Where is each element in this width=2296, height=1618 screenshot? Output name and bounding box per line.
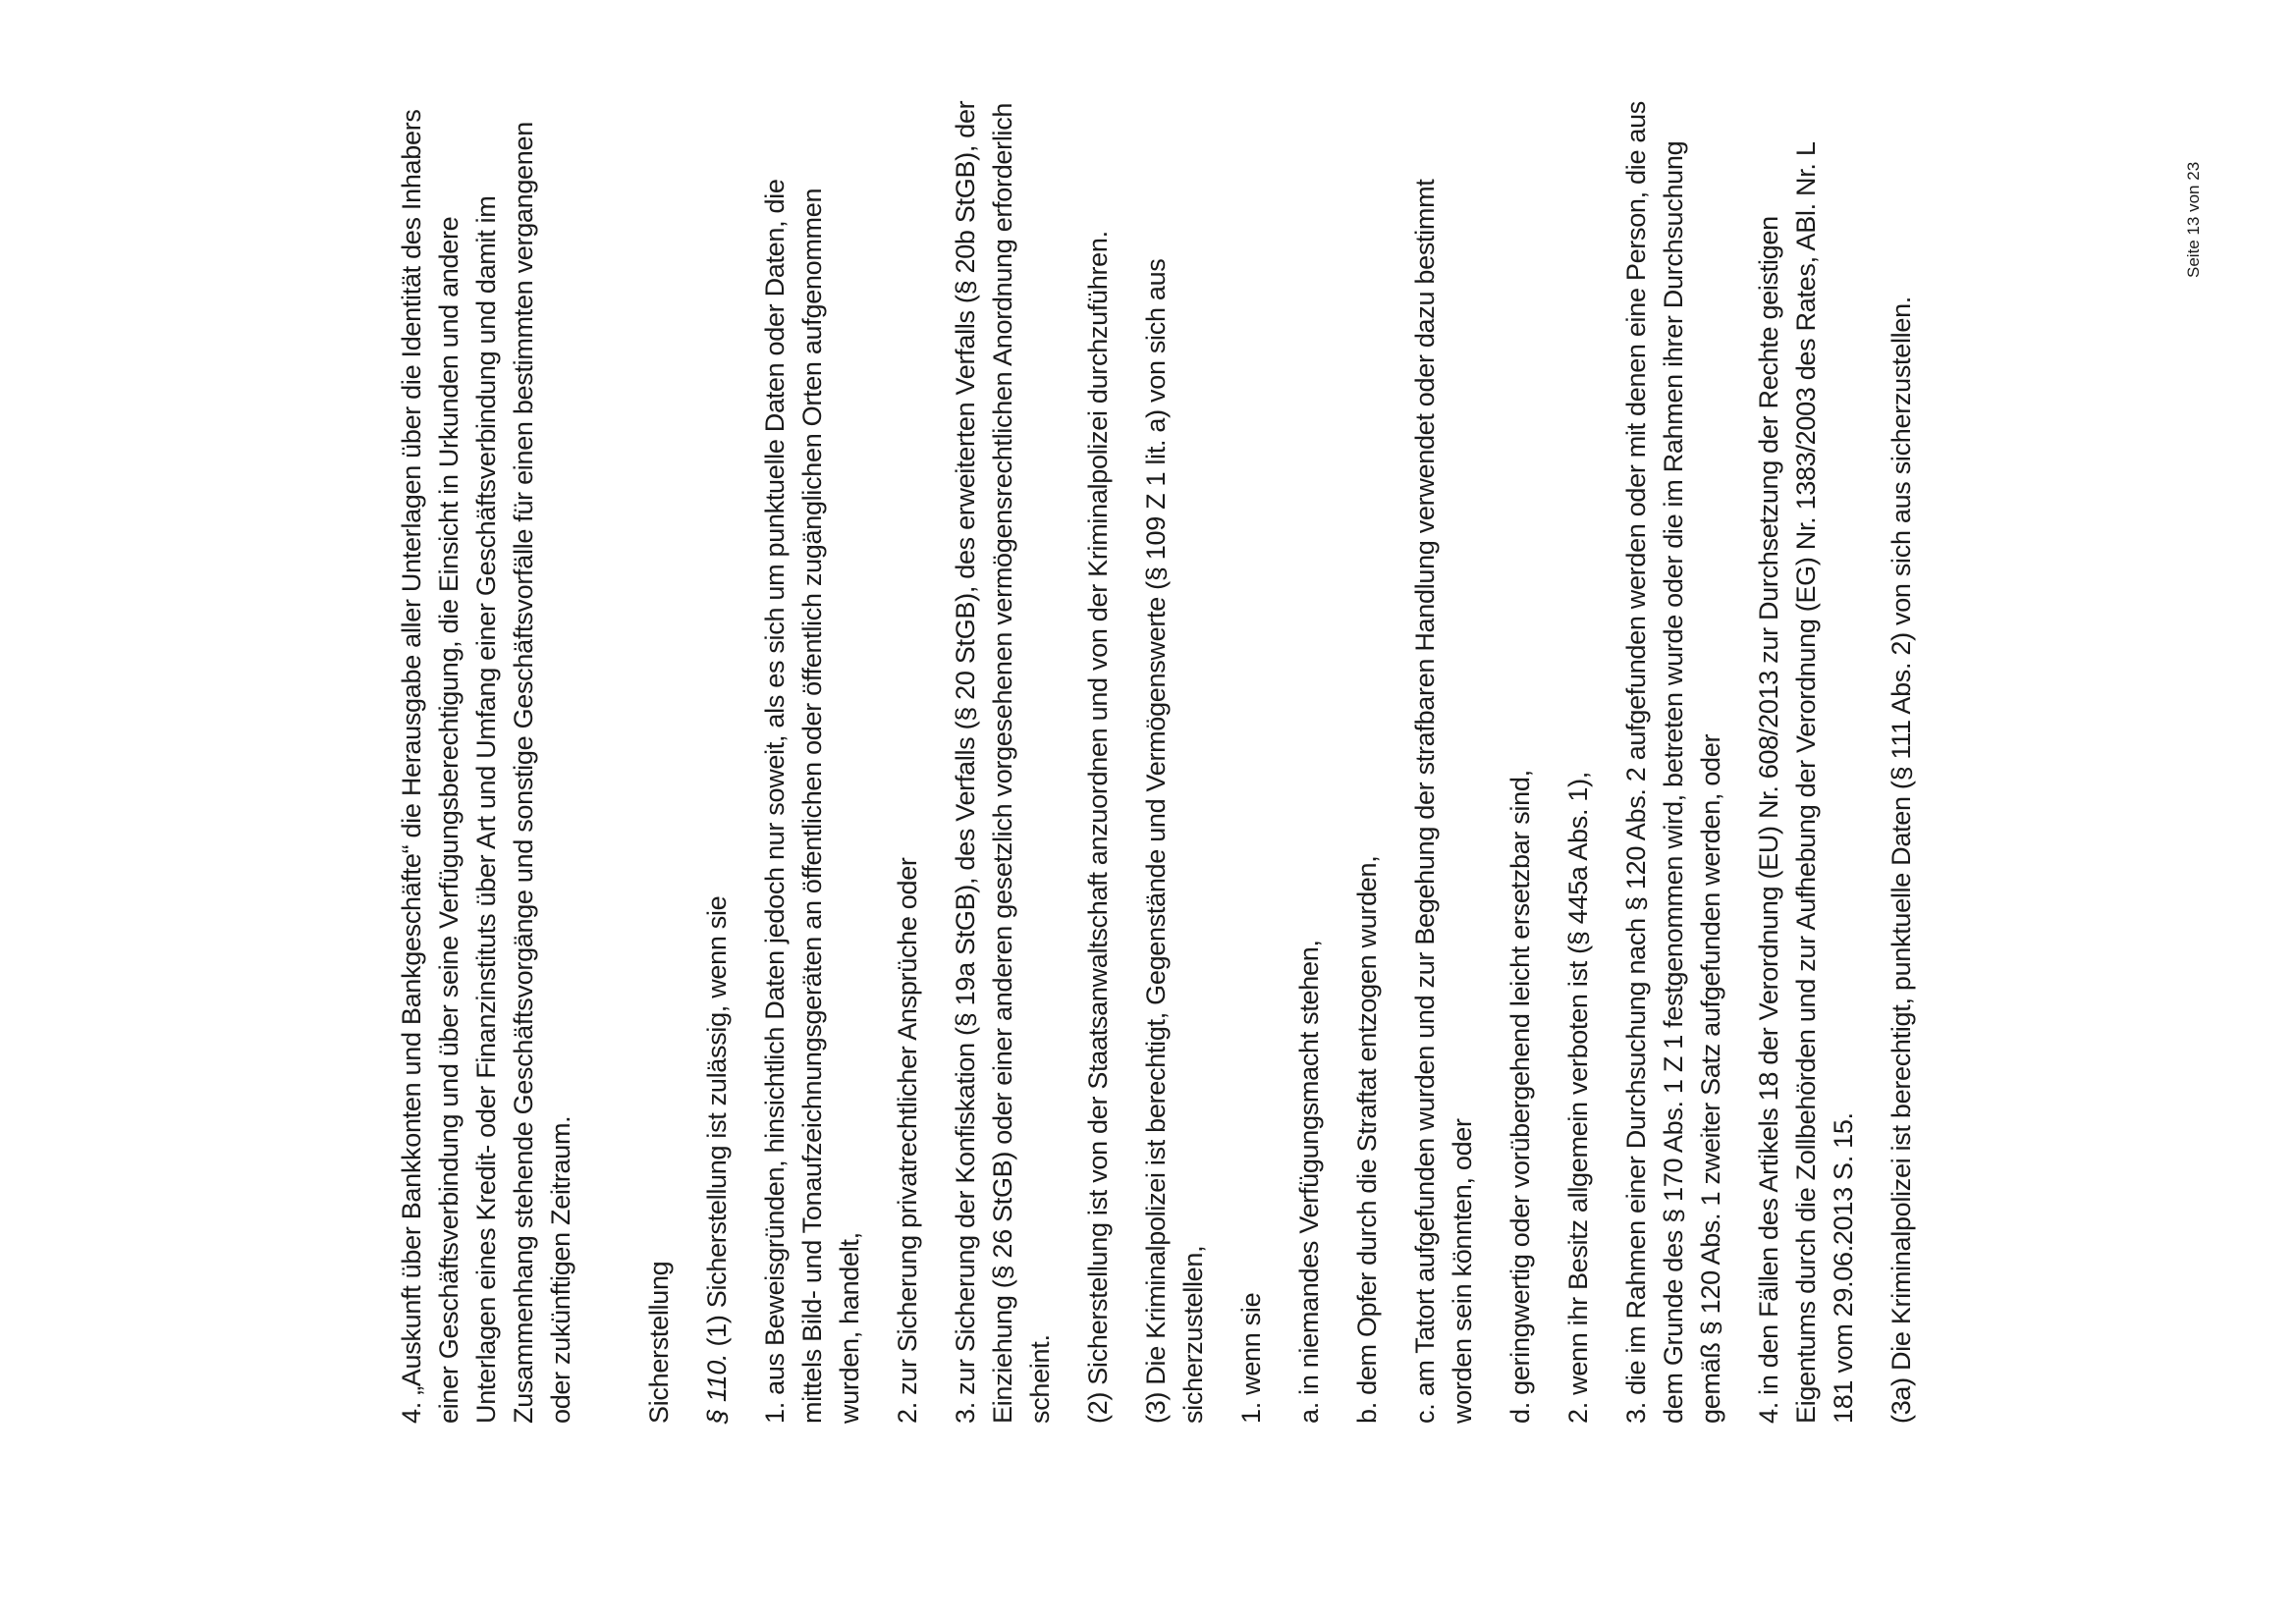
list-item-4-verordnung: 4. in den Fällen des Artikels 18 der Verordnung (EU) Nr. 608/2013 zur Durchsetzung der Rechte geistigen Eigentums durch die Zollbehörden und zur Aufhebung der Verordnung (EG) Nr. 1383/2003 des Rates, ABl. Nr. L 181 vom 29.06.2013 S. 15.: [1754, 142, 1858, 1424]
document-body: [393, 98, 1941, 1424]
list-item-a: a. in niemandes Verfügungsmacht stehen,: [1294, 940, 1324, 1424]
paragraph-110-abs-2: (2) Sicherstellung ist von der Staatsanwaltschaft anzuordnen und von der Kriminalpolizei durchzuführen.: [1083, 231, 1113, 1424]
paragraph-110-abs-3a: (3a) Die Kriminalpolizei ist berechtigt, punktuelle Daten (§ 111 Abs. 2) von sich aus sicherzustellen.: [1886, 297, 1916, 1424]
list-item-2-besitz-verboten: 2. wenn ihr Besitz allgemein verboten ist (§ 445a Abs. 1),: [1563, 772, 1593, 1424]
list-item-d: d. geringwertig oder vorübergehend leicht ersetzbar sind,: [1505, 770, 1535, 1424]
paragraph-110-abs-1-text: (1) Sicherstellung ist zulässig, wenn sie: [702, 895, 732, 1347]
page-number: Seite 13 von 23: [2184, 161, 2203, 278]
section-heading-sicherstellung: Sicherstellung: [644, 1261, 674, 1424]
list-item-3-konfiskation: 3. zur Sicherung der Konfiskation (§ 19a StGB), des Verfalls (§ 20 StGB), des erweiterten Verfalls (§ 20b StGB), der Einziehung (§ 26 StGB) oder einer anderen gesetzlich vorgesehenen vermögensrechtlichen Anordnung erforderlich scheint.: [951, 100, 1055, 1424]
paragraph-reference: § 110.: [702, 1353, 732, 1424]
paragraph-110-abs-3: (3) Die Kriminalpolizei ist berechtigt, Gegenstände und Vermögenswerte (§ 109 Z 1 lit. a) von sich aus sicherzustellen,: [1141, 258, 1208, 1424]
list-item-3-durchsuchung: 3. die im Rahmen einer Durchsuchung nach § 120 Abs. 2 aufgefunden werden oder mit denen eine Person, die aus dem Grunde des § 170 Abs. 1 Z 1 festgenommen wird, betreten wurde oder die im Rahmen ihrer Durchsuchung gemäß § 120 Abs. 1 zweiter Satz aufgefunden werden, oder: [1621, 100, 1725, 1424]
paragraph-auskunft-bankkonten: 4. „Auskunft über Bankkonten und Bankgeschäfte“ die Herausgabe aller Unterlagen über die Identität des Inhabers einer Geschäftsverbindung und über seine Verfügungsberechtigung, die Einsicht in Urkunden und andere Unterlagen eines Kredit- oder Finanzinstituts über Art und Umfang einer Geschäftsverbindung und damit im Zusammenhang stehende Geschäftsvorgänge und sonstige Geschäftsvorfälle für einen bestimmten vergangenen oder zukünftigen Zeitraum.: [397, 109, 575, 1424]
list-item-c: c. am Tatort aufgefunden wurden und zur Begehung der strafbaren Handlung verwendet oder dazu bestimmt worden sein könnten, oder: [1410, 179, 1477, 1424]
paragraph-110-abs-1: [698, 98, 736, 1424]
list-item-b: b. dem Opfer durch die Straftat entzogen wurden,: [1352, 855, 1382, 1424]
list-item-1-beweisgruende: 1. aus Beweisgründen, hinsichtlich Daten jedoch nur soweit, als es sich um punktuelle Daten oder Daten, die mittels Bild- und Tonaufzeichnungsgeräten an öffentlichen oder öffentlich zugänglichen Orten aufgenommen wurden, handelt,: [760, 179, 864, 1424]
list-item-1-wenn-sie: 1. wenn sie: [1236, 1292, 1266, 1424]
list-item-2-privatrecht: 2. zur Sicherung privatrechtlicher Ansprüche oder: [893, 857, 922, 1424]
